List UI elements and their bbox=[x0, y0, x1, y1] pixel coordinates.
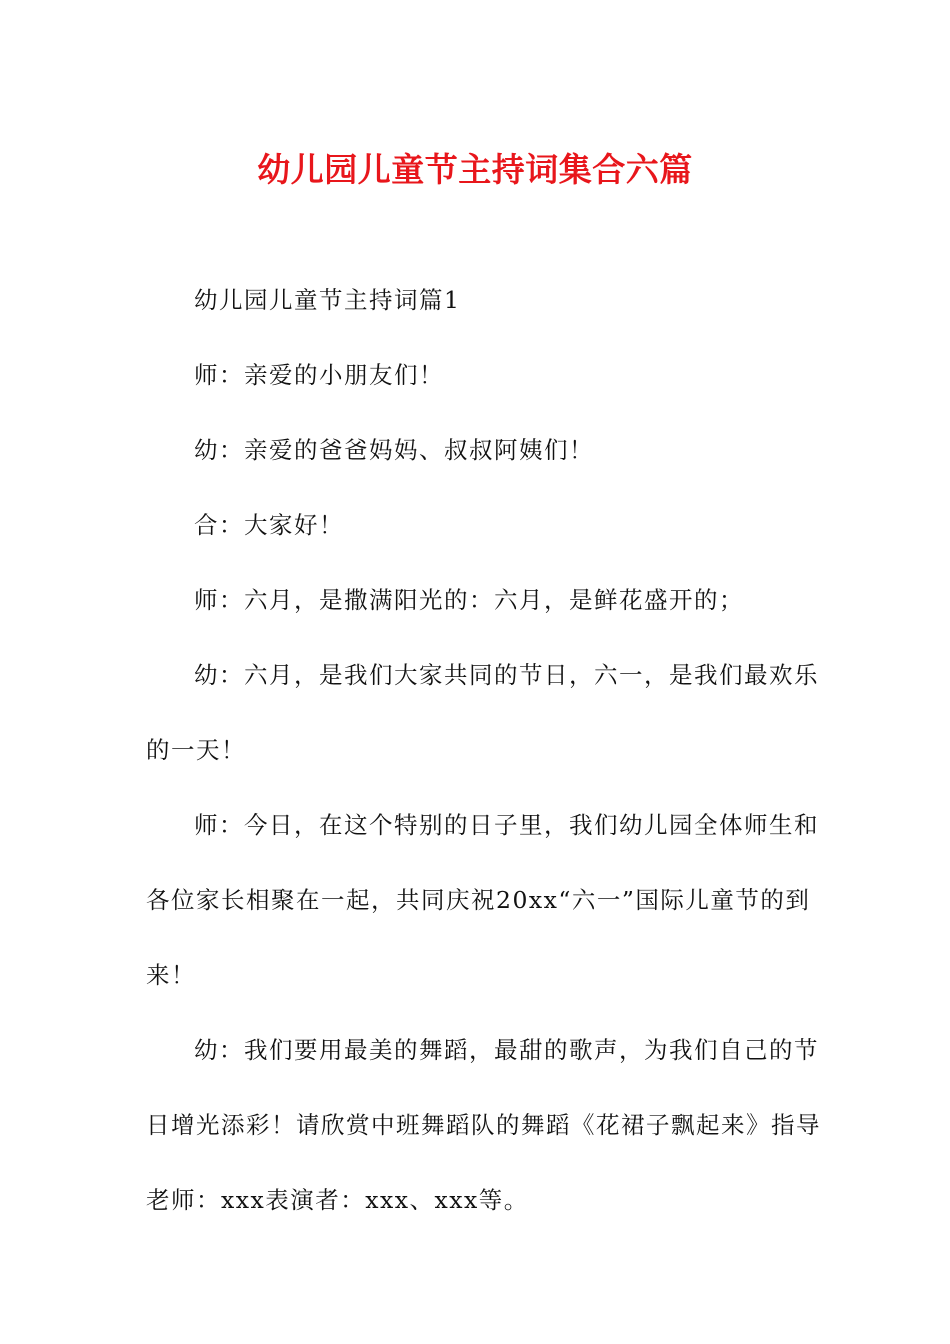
paragraph-line: 幼：六月，是我们大家共同的节日，六一，是我们最欢乐 bbox=[194, 661, 819, 689]
paragraph bbox=[146, 582, 798, 619]
paragraph-line: 日增光添彩！请欣赏中班舞蹈队的舞蹈《花裙子飘起来》指导 bbox=[146, 1111, 821, 1139]
paragraph bbox=[146, 357, 798, 394]
paragraph-line: 幼：我们要用最美的舞蹈，最甜的歌声，为我们自己的节 bbox=[194, 1036, 819, 1064]
paragraph bbox=[146, 1032, 821, 1219]
paragraph bbox=[146, 807, 819, 994]
paragraph-line: 合：大家好！ bbox=[194, 511, 344, 539]
paragraph-line: 师：亲爱的小朋友们！ bbox=[194, 361, 444, 389]
paragraph-line: 来！ bbox=[146, 961, 196, 989]
paragraph-line: 的一天！ bbox=[146, 736, 246, 764]
paragraph bbox=[146, 432, 798, 469]
document-title: 幼儿园儿童节主持词集合六篇 bbox=[257, 150, 693, 189]
paragraph-line: 各位家长相聚在一起，共同庆祝20xx“六一”国际儿童节的到 bbox=[146, 886, 811, 914]
paragraph-line: 师：六月，是撒满阳光的：六月，是鲜花盛开的； bbox=[194, 586, 744, 614]
document-body bbox=[146, 282, 821, 1219]
paragraph bbox=[146, 507, 798, 544]
paragraph-heading bbox=[146, 282, 798, 319]
paragraph bbox=[146, 657, 819, 769]
paragraph-line: 师：今日，在这个特别的日子里，我们幼儿园全体师生和 bbox=[194, 811, 819, 839]
paragraph-line: 老师：xxx表演者：xxx、xxx等。 bbox=[146, 1186, 529, 1214]
paragraph-line: 幼：亲爱的爸爸妈妈、叔叔阿姨们！ bbox=[194, 436, 594, 464]
paragraph-line: 幼儿园儿童节主持词篇1 bbox=[194, 286, 461, 314]
